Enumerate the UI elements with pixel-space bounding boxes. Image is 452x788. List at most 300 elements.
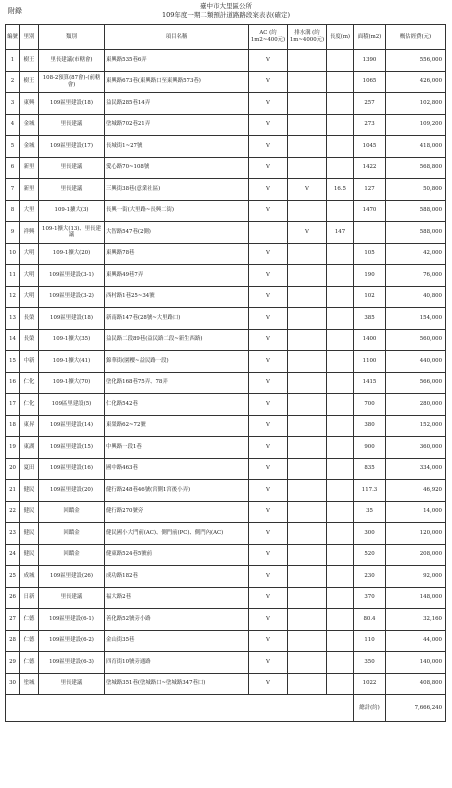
budget-cell: 120,000 xyxy=(386,523,446,545)
length-cell xyxy=(327,609,354,631)
length-cell: 16.5 xyxy=(327,179,354,201)
length-cell xyxy=(327,329,354,351)
budget-cell: 40,800 xyxy=(386,286,446,308)
village-cell: 金城 xyxy=(20,114,39,136)
area-cell: 190 xyxy=(354,265,386,287)
ac-mark-cell: V xyxy=(249,609,288,631)
table-row xyxy=(6,372,446,394)
drain-mark-cell xyxy=(288,458,327,480)
ac-mark-cell: V xyxy=(249,394,288,416)
total-label: 總計(約) xyxy=(354,695,386,722)
budget-cell: 14,000 xyxy=(386,501,446,523)
budget-cell: 588,000 xyxy=(386,200,446,222)
item-name-cell: 塗城路351巷(塗城路口~塗城路347巷口) xyxy=(105,673,249,695)
village-cell: 長榮 xyxy=(20,308,39,330)
budget-cell: 42,000 xyxy=(386,243,446,265)
budget-cell: 566,000 xyxy=(386,372,446,394)
length-cell xyxy=(327,200,354,222)
category-cell: 109區里建設(3-2) xyxy=(39,286,105,308)
total-spacer xyxy=(6,695,354,722)
budget-cell: 588,000 xyxy=(386,222,446,244)
table-row xyxy=(6,200,446,222)
drain-mark-cell xyxy=(288,587,327,609)
drain-mark-cell: V xyxy=(288,222,327,244)
row-number: 18 xyxy=(6,415,20,437)
budget-cell: 280,000 xyxy=(386,394,446,416)
category-cell: 109區里建設(20) xyxy=(39,480,105,502)
header-village: 里別 xyxy=(20,25,39,50)
item-name-cell: 三興街38巷(意業社區) xyxy=(105,179,249,201)
table-row xyxy=(6,523,446,545)
village-cell: 仁德 xyxy=(20,652,39,674)
length-cell xyxy=(327,50,354,72)
budget-cell: 560,000 xyxy=(386,329,446,351)
ac-mark-cell: V xyxy=(249,351,288,373)
title-line-2: 109年度一期二類預計道路路段案表表(確定) xyxy=(162,11,290,19)
village-cell: 仁化 xyxy=(20,372,39,394)
ac-mark-cell: V xyxy=(249,372,288,394)
row-number: 10 xyxy=(6,243,20,265)
village-cell: 健民 xyxy=(20,544,39,566)
item-name-cell: 錦華街(園櫻~益民路一段) xyxy=(105,351,249,373)
category-cell: 109區里建設(6-1) xyxy=(39,609,105,631)
row-number: 17 xyxy=(6,394,20,416)
ac-mark-cell: V xyxy=(249,265,288,287)
header-drain: 排水溝 (約1m~4000元) xyxy=(288,25,327,50)
drain-mark-cell: V xyxy=(288,179,327,201)
village-cell: 仁德 xyxy=(20,609,39,631)
table-row xyxy=(6,329,446,351)
table-row xyxy=(6,114,446,136)
item-name-cell: 福大路2巷 xyxy=(105,587,249,609)
budget-cell: 208,000 xyxy=(386,544,446,566)
row-number: 23 xyxy=(6,523,20,545)
table-row xyxy=(6,415,446,437)
category-cell: 109區里建設(26) xyxy=(39,566,105,588)
length-cell xyxy=(327,566,354,588)
area-cell: 1100 xyxy=(354,351,386,373)
row-number: 27 xyxy=(6,609,20,631)
area-cell: 1415 xyxy=(354,372,386,394)
category-cell: 109區里建設(18) xyxy=(39,308,105,330)
area-cell: 700 xyxy=(354,394,386,416)
row-number: 11 xyxy=(6,265,20,287)
row-number: 13 xyxy=(6,308,20,330)
category-cell: 回饋金 xyxy=(39,501,105,523)
village-cell: 塗城 xyxy=(20,673,39,695)
item-name-cell: 益民路285巷14弄 xyxy=(105,93,249,115)
area-cell: 35 xyxy=(354,501,386,523)
length-cell xyxy=(327,587,354,609)
drain-mark-cell xyxy=(288,50,327,72)
drain-mark-cell xyxy=(288,544,327,566)
category-cell: 109區里建設(5) xyxy=(39,394,105,416)
village-cell: 東昇 xyxy=(20,415,39,437)
category-cell: 里長建議 xyxy=(39,157,105,179)
area-cell: 80.4 xyxy=(354,609,386,631)
drain-mark-cell xyxy=(288,501,327,523)
budget-cell: 32,160 xyxy=(386,609,446,631)
length-cell xyxy=(327,415,354,437)
table-row xyxy=(6,394,446,416)
table-row xyxy=(6,351,446,373)
drain-mark-cell xyxy=(288,673,327,695)
budget-cell: 140,000 xyxy=(386,652,446,674)
village-cell: 大明 xyxy=(20,243,39,265)
table-row xyxy=(6,179,446,201)
budget-cell: 109,200 xyxy=(386,114,446,136)
category-cell: 109區里建設(18) xyxy=(39,93,105,115)
length-cell xyxy=(327,501,354,523)
category-cell: 109區里建設(16) xyxy=(39,458,105,480)
item-name-cell: 東興路49巷7弄 xyxy=(105,265,249,287)
item-name-cell: 東興路535巷6弄 xyxy=(105,50,249,72)
row-number: 21 xyxy=(6,480,20,502)
village-cell: 新里 xyxy=(20,179,39,201)
row-number: 26 xyxy=(6,587,20,609)
area-cell: 1400 xyxy=(354,329,386,351)
area-cell: 1045 xyxy=(354,136,386,158)
village-cell: 仁德 xyxy=(20,630,39,652)
budget-cell: 102,800 xyxy=(386,93,446,115)
area-cell: 385 xyxy=(354,308,386,330)
row-number: 20 xyxy=(6,458,20,480)
area-cell: 105 xyxy=(354,243,386,265)
title-line-1: 臺中市大里區公所 xyxy=(200,2,252,10)
row-number: 16 xyxy=(6,372,20,394)
item-name-cell: 東興路78巷 xyxy=(105,243,249,265)
drain-mark-cell xyxy=(288,523,327,545)
table-row xyxy=(6,609,446,631)
row-number: 3 xyxy=(6,93,20,115)
ac-mark-cell xyxy=(249,222,288,244)
header-item: 項目名稱 xyxy=(105,25,249,50)
category-cell: 里長建議 xyxy=(39,114,105,136)
drain-mark-cell xyxy=(288,157,327,179)
row-number: 14 xyxy=(6,329,20,351)
area-cell: 102 xyxy=(354,286,386,308)
item-name-cell: 仁化路542巷 xyxy=(105,394,249,416)
row-number: 29 xyxy=(6,652,20,674)
table-row xyxy=(6,587,446,609)
table-row xyxy=(6,308,446,330)
table-row xyxy=(6,157,446,179)
ac-mark-cell: V xyxy=(249,157,288,179)
table-row xyxy=(6,243,446,265)
category-cell: 里長建議 xyxy=(39,673,105,695)
table-row xyxy=(6,544,446,566)
village-cell: 東湖 xyxy=(20,437,39,459)
ac-mark-cell: V xyxy=(249,673,288,695)
item-name-cell: 金山街35巷 xyxy=(105,630,249,652)
length-cell: 147 xyxy=(327,222,354,244)
header-category: 類別 xyxy=(39,25,105,50)
category-cell: 109-1擴大(41) xyxy=(39,351,105,373)
item-name-cell: 塗城路702巷21弄 xyxy=(105,114,249,136)
ac-mark-cell: V xyxy=(249,501,288,523)
village-cell: 夏田 xyxy=(20,458,39,480)
area-cell: 520 xyxy=(354,544,386,566)
row-number: 8 xyxy=(6,200,20,222)
budget-cell: 556,000 xyxy=(386,50,446,72)
length-cell xyxy=(327,652,354,674)
category-cell: 109區里建設(6-2) xyxy=(39,630,105,652)
table-row xyxy=(6,50,446,72)
table-row xyxy=(6,652,446,674)
table-row xyxy=(6,71,446,93)
item-name-cell: 國中路463巷 xyxy=(105,458,249,480)
length-cell xyxy=(327,437,354,459)
drain-mark-cell xyxy=(288,265,327,287)
ac-mark-cell: V xyxy=(249,50,288,72)
budget-cell: 334,000 xyxy=(386,458,446,480)
length-cell xyxy=(327,308,354,330)
drain-mark-cell xyxy=(288,609,327,631)
category-cell: 回饋金 xyxy=(39,523,105,545)
table-row xyxy=(6,480,446,502)
ac-mark-cell: V xyxy=(249,587,288,609)
drain-mark-cell xyxy=(288,372,327,394)
village-cell: 健民 xyxy=(20,523,39,545)
header-budget: 概估經費(元) xyxy=(386,25,446,50)
item-name-cell: 長興一街(大里路~長興二街) xyxy=(105,200,249,222)
village-cell: 樹王 xyxy=(20,50,39,72)
item-name-cell: 健民國小大門前(AC)、側門前(PC)、側門內(AC) xyxy=(105,523,249,545)
table-row xyxy=(6,222,446,244)
item-name-cell: 健行路248巷46號(宮側1宮後小弄) xyxy=(105,480,249,502)
area-cell: 835 xyxy=(354,458,386,480)
ac-mark-cell: V xyxy=(249,329,288,351)
length-cell xyxy=(327,114,354,136)
length-cell xyxy=(327,630,354,652)
item-name-cell: 中興路一段1巷 xyxy=(105,437,249,459)
length-cell xyxy=(327,157,354,179)
area-cell: 300 xyxy=(354,523,386,545)
category-cell: 109-1擴大(13)、里長建議 xyxy=(39,222,105,244)
category-cell: 109區里建設(15) xyxy=(39,437,105,459)
header-area: 面積(m2) xyxy=(354,25,386,50)
area-cell: 1422 xyxy=(354,157,386,179)
length-cell xyxy=(327,544,354,566)
drain-mark-cell xyxy=(288,136,327,158)
area-cell: 900 xyxy=(354,437,386,459)
budget-cell: 154,000 xyxy=(386,308,446,330)
length-cell xyxy=(327,480,354,502)
row-number: 19 xyxy=(6,437,20,459)
ac-mark-cell: V xyxy=(249,415,288,437)
ac-mark-cell: V xyxy=(249,308,288,330)
village-cell: 大明 xyxy=(20,286,39,308)
area-cell: 117.3 xyxy=(354,480,386,502)
category-cell: 109區里建設(3-1) xyxy=(39,265,105,287)
length-cell xyxy=(327,93,354,115)
category-cell: 109區里建設(14) xyxy=(39,415,105,437)
item-name-cell: 四育街10號旁通路 xyxy=(105,652,249,674)
length-cell xyxy=(327,265,354,287)
category-cell: 里長建議(市轄會) xyxy=(39,50,105,72)
ac-mark-cell: V xyxy=(249,480,288,502)
drain-mark-cell xyxy=(288,93,327,115)
budget-cell: 76,000 xyxy=(386,265,446,287)
item-name-cell: 新南路147巷(28號~大里路口) xyxy=(105,308,249,330)
ac-mark-cell: V xyxy=(249,630,288,652)
ac-mark-cell: V xyxy=(249,200,288,222)
item-name-cell: 長城街1~27號 xyxy=(105,136,249,158)
table-row xyxy=(6,566,446,588)
row-number: 15 xyxy=(6,351,20,373)
category-cell: 里長建議 xyxy=(39,179,105,201)
road-projects-table xyxy=(5,24,446,722)
item-name-cell: 健東路524巷5號前 xyxy=(105,544,249,566)
village-cell: 金城 xyxy=(20,136,39,158)
total-value: 7,666,240 xyxy=(386,695,446,722)
total-row xyxy=(6,695,446,722)
length-cell xyxy=(327,372,354,394)
row-number: 28 xyxy=(6,630,20,652)
ac-mark-cell: V xyxy=(249,179,288,201)
area-cell: 110 xyxy=(354,630,386,652)
village-cell: 成城 xyxy=(20,566,39,588)
area-cell: 1470 xyxy=(354,200,386,222)
table-header-row xyxy=(6,25,446,50)
drain-mark-cell xyxy=(288,415,327,437)
header-ac: AC (約1m2~400元) xyxy=(249,25,288,50)
drain-mark-cell xyxy=(288,351,327,373)
area-cell: 350 xyxy=(354,652,386,674)
village-cell: 大里 xyxy=(20,200,39,222)
header-length: 長度(m) xyxy=(327,25,354,50)
area-cell: 380 xyxy=(354,415,386,437)
category-cell: 109-1擴大(3) xyxy=(39,200,105,222)
row-number: 6 xyxy=(6,157,20,179)
table-row xyxy=(6,265,446,287)
village-cell: 新里 xyxy=(20,157,39,179)
length-cell xyxy=(327,458,354,480)
row-number: 22 xyxy=(6,501,20,523)
budget-cell: 408,800 xyxy=(386,673,446,695)
category-cell: 回饋金 xyxy=(39,544,105,566)
village-cell: 祥興 xyxy=(20,222,39,244)
area-cell: 230 xyxy=(354,566,386,588)
ac-mark-cell: V xyxy=(249,652,288,674)
row-number: 9 xyxy=(6,222,20,244)
ac-mark-cell: V xyxy=(249,243,288,265)
budget-cell: 440,000 xyxy=(386,351,446,373)
category-cell: 里長建議 xyxy=(39,587,105,609)
budget-cell: 44,000 xyxy=(386,630,446,652)
village-cell: 大明 xyxy=(20,265,39,287)
attachment-label: 附錄 xyxy=(8,7,22,15)
village-cell: 健民 xyxy=(20,480,39,502)
ac-mark-cell: V xyxy=(249,136,288,158)
village-cell: 東興 xyxy=(20,93,39,115)
area-cell xyxy=(354,222,386,244)
drain-mark-cell xyxy=(288,480,327,502)
item-name-cell: 塗化路168巷75弄、78弄 xyxy=(105,372,249,394)
item-name-cell: 健行路270號旁 xyxy=(105,501,249,523)
drain-mark-cell xyxy=(288,437,327,459)
length-cell xyxy=(327,136,354,158)
item-name-cell: 大智路547巷(2側) xyxy=(105,222,249,244)
table-row xyxy=(6,458,446,480)
item-name-cell: 西村路1巷25~34號 xyxy=(105,286,249,308)
area-cell: 370 xyxy=(354,587,386,609)
table-row xyxy=(6,286,446,308)
length-cell xyxy=(327,243,354,265)
category-cell: 109區里建設(17) xyxy=(39,136,105,158)
table-body xyxy=(6,50,446,695)
area-cell: 1022 xyxy=(354,673,386,695)
item-name-cell: 成功路182巷 xyxy=(105,566,249,588)
budget-cell: 46,920 xyxy=(386,480,446,502)
budget-cell: 426,000 xyxy=(386,71,446,93)
ac-mark-cell: V xyxy=(249,114,288,136)
length-cell xyxy=(327,286,354,308)
budget-cell: 92,000 xyxy=(386,566,446,588)
drain-mark-cell xyxy=(288,71,327,93)
budget-cell: 418,000 xyxy=(386,136,446,158)
ac-mark-cell: V xyxy=(249,458,288,480)
category-cell: 109-1擴大(20) xyxy=(39,243,105,265)
ac-mark-cell: V xyxy=(249,437,288,459)
header-no: 編號 xyxy=(6,25,20,50)
ac-mark-cell: V xyxy=(249,544,288,566)
length-cell xyxy=(327,523,354,545)
length-cell xyxy=(327,351,354,373)
row-number: 4 xyxy=(6,114,20,136)
category-cell: 108-2預算(87會)-(前轄會) xyxy=(39,71,105,93)
budget-cell: 50,800 xyxy=(386,179,446,201)
village-cell: 日新 xyxy=(20,587,39,609)
drain-mark-cell xyxy=(288,286,327,308)
length-cell xyxy=(327,394,354,416)
drain-mark-cell xyxy=(288,308,327,330)
length-cell xyxy=(327,71,354,93)
budget-cell: 360,000 xyxy=(386,437,446,459)
village-cell: 中新 xyxy=(20,351,39,373)
area-cell: 257 xyxy=(354,93,386,115)
category-cell: 109-1擴大(70) xyxy=(39,372,105,394)
drain-mark-cell xyxy=(288,566,327,588)
village-cell: 樹王 xyxy=(20,71,39,93)
village-cell: 長榮 xyxy=(20,329,39,351)
length-cell xyxy=(327,673,354,695)
drain-mark-cell xyxy=(288,652,327,674)
category-cell: 109-1擴大(35) xyxy=(39,329,105,351)
drain-mark-cell xyxy=(288,114,327,136)
row-number: 1 xyxy=(6,50,20,72)
item-name-cell: 益民路二段89巷(益民路二段~新生西路) xyxy=(105,329,249,351)
ac-mark-cell: V xyxy=(249,71,288,93)
village-cell: 健民 xyxy=(20,501,39,523)
drain-mark-cell xyxy=(288,630,327,652)
table-row xyxy=(6,501,446,523)
category-cell: 109區里建設(6-3) xyxy=(39,652,105,674)
area-cell: 1065 xyxy=(354,71,386,93)
drain-mark-cell xyxy=(288,329,327,351)
table-row xyxy=(6,93,446,115)
table-row xyxy=(6,136,446,158)
row-number: 7 xyxy=(6,179,20,201)
drain-mark-cell xyxy=(288,394,327,416)
row-number: 30 xyxy=(6,673,20,695)
ac-mark-cell: V xyxy=(249,93,288,115)
row-number: 25 xyxy=(6,566,20,588)
budget-cell: 568,800 xyxy=(386,157,446,179)
ac-mark-cell: V xyxy=(249,566,288,588)
ac-mark-cell: V xyxy=(249,523,288,545)
row-number: 12 xyxy=(6,286,20,308)
